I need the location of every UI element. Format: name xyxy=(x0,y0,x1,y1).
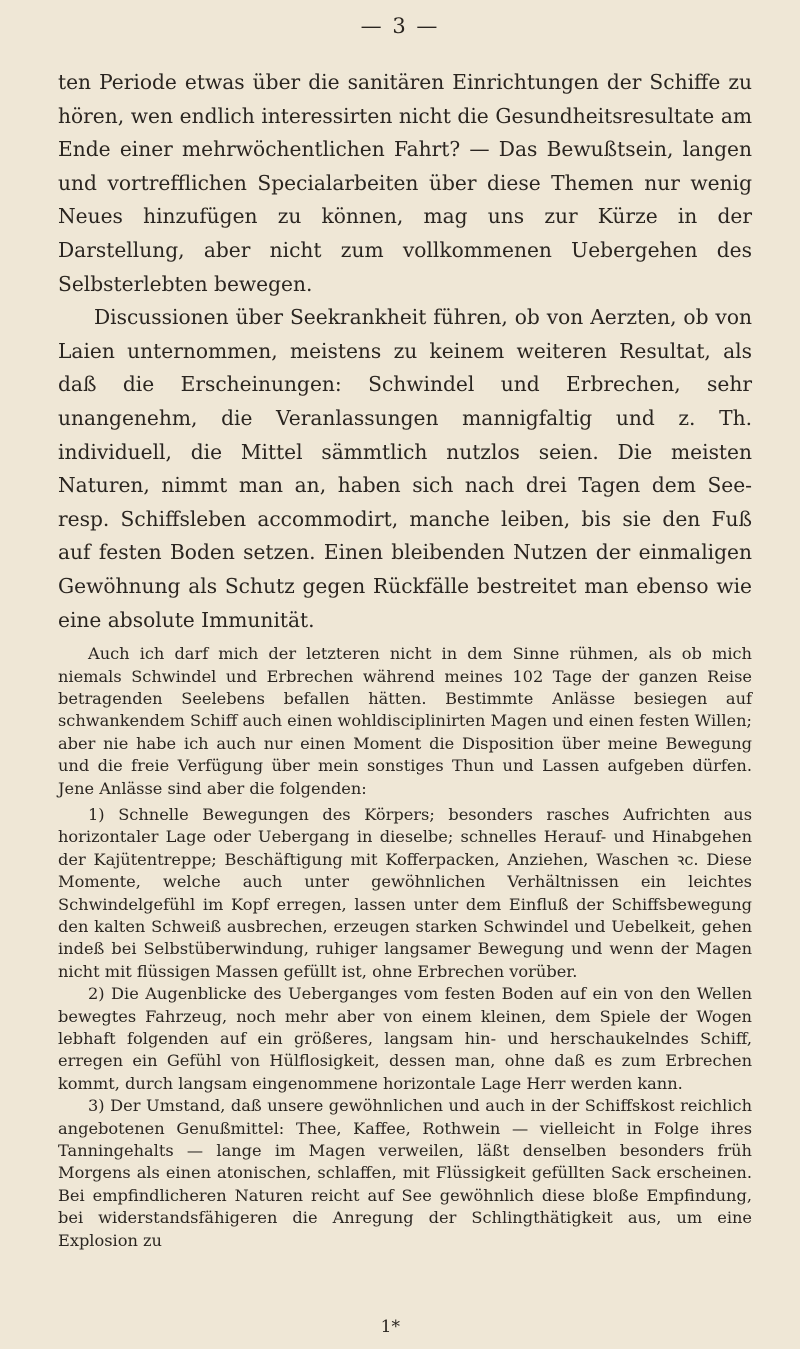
page-number: — 3 — xyxy=(360,14,440,38)
list-item-3: 3) Der Umstand, daß unsere gewöhnlichen und auch in der Schiffskost reichlich angebotenen Genußmittel: Thee, Kaffee, Rothwein — vielleicht in Folge ihres Tanningehalts — lange im Magen verweilen, läßt denselben besonders früh Morgens als einen atonischen, schlaffen, mit Flüssigkeit gefüllten Sack erscheinen. Bei empfindlicheren Naturen reicht auf See gewöhnlich diese bloße Empfindung, bei widerstandsfähigeren die Anregung der Schlingthätigkeit aus, um eine Explosion zu xyxy=(58,1096,752,1250)
paragraph-2: Discussionen über Seekrankheit führen, ob von Aerzten, ob von Laien unternommen, meistens zu keinem weiteren Resultat, als daß die Erscheinungen: Schwindel und Erbrechen, sehr unangenehm, die Veranlassungen mannigfaltig und z. Th. individuell, die Mittel sämmtlich nutzlos seien. Die meisten Naturen, nimmt man an, haben sich nach drei Tagen dem See- resp. Schiffsleben accommodirt, manche leiben, bis sie den Fuß auf festen Boden setzen. Einen bleibenden Nutzen der einmaligen Gewöhnung als Schutz gegen Rückfälle bestreitet man ebenso wie eine absolute Immunität. xyxy=(58,305,752,632)
paragraph-1: ten Periode etwas über die sanitären Einrichtungen der Schiffe zu hören, wen endlich interessirten nicht die Gesundheitsresultate am Ende einer mehrwöchentlichen Fahrt? — Das Bewußtsein, langen und vortrefflichen Specialarbeiten über diese Themen nur wenig Neues hinzufügen zu können, mag uns zur Kürze in der Darstellung, aber nicht zum vollkommenen Uebergehen des Selbsterlebten bewegen. xyxy=(58,70,752,296)
list-item-1: 1) Schnelle Bewegungen des Körpers; besonders rasches Aufrichten aus horizontaler Lage oder Uebergang in dieselbe; schnelles Herauf- und Hinabgehen der Kajütentreppe; Beschäftigung mit Kofferpacken, Anziehen, Waschen ꝛc. Diese Momente, welche auch unter gewöhnlichen Verhältnissen ein leichtes Schwindelgefühl im Kopf erregen, lassen unter dem Einfluß der Schiffsbewegung den kalten Schweiß ausbrechen, erzeugen starken Schwindel und Uebelkeit, gehen indeß bei Selbstüberwindung, ruhiger langsamer Bewegung und wenn der Magen nicht mit flüssigen Massen gefüllt ist, ohne Erbrechen vorüber. xyxy=(58,804,752,981)
paragraph-3: Auch ich darf mich der letzteren nicht in dem Sinne rühmen, als ob mich niemals Schwindel und Erbrechen während meines 102 Tage der ganzen Reise betragenden Seelebens befallen hätten. Bestimmte Anlässe besiegen auf schwankendem Schiff auch einen wohldisciplinirten Magen und einen festen Willen; aber nie habe ich auch nur einen Moment die Disposition über meine Bewegung und die freie Verfügung über mein sonstiges Thun und Lassen aufgeben dürfen. Jene Anlässe sind aber die folgenden: xyxy=(58,644,752,798)
body-text xyxy=(58,66,752,1252)
signature-mark: 1* xyxy=(380,1317,400,1337)
list-item-2: 2) Die Augenblicke des Ueberganges vom festen Boden auf ein von den Wellen bewegtes Fahrzeug, noch mehr aber von einem kleinen, dem Spiele der Wogen lebhaft folgenden auf ein größeres, langsam hin- und herschaukelndes Schiff, erregen ein Gefühl von Hülflosigkeit, dessen man, ohne daß es zum Erbrechen kommt, durch langsam eingenommene horizontale Lage Herr werden kann. xyxy=(58,984,752,1093)
